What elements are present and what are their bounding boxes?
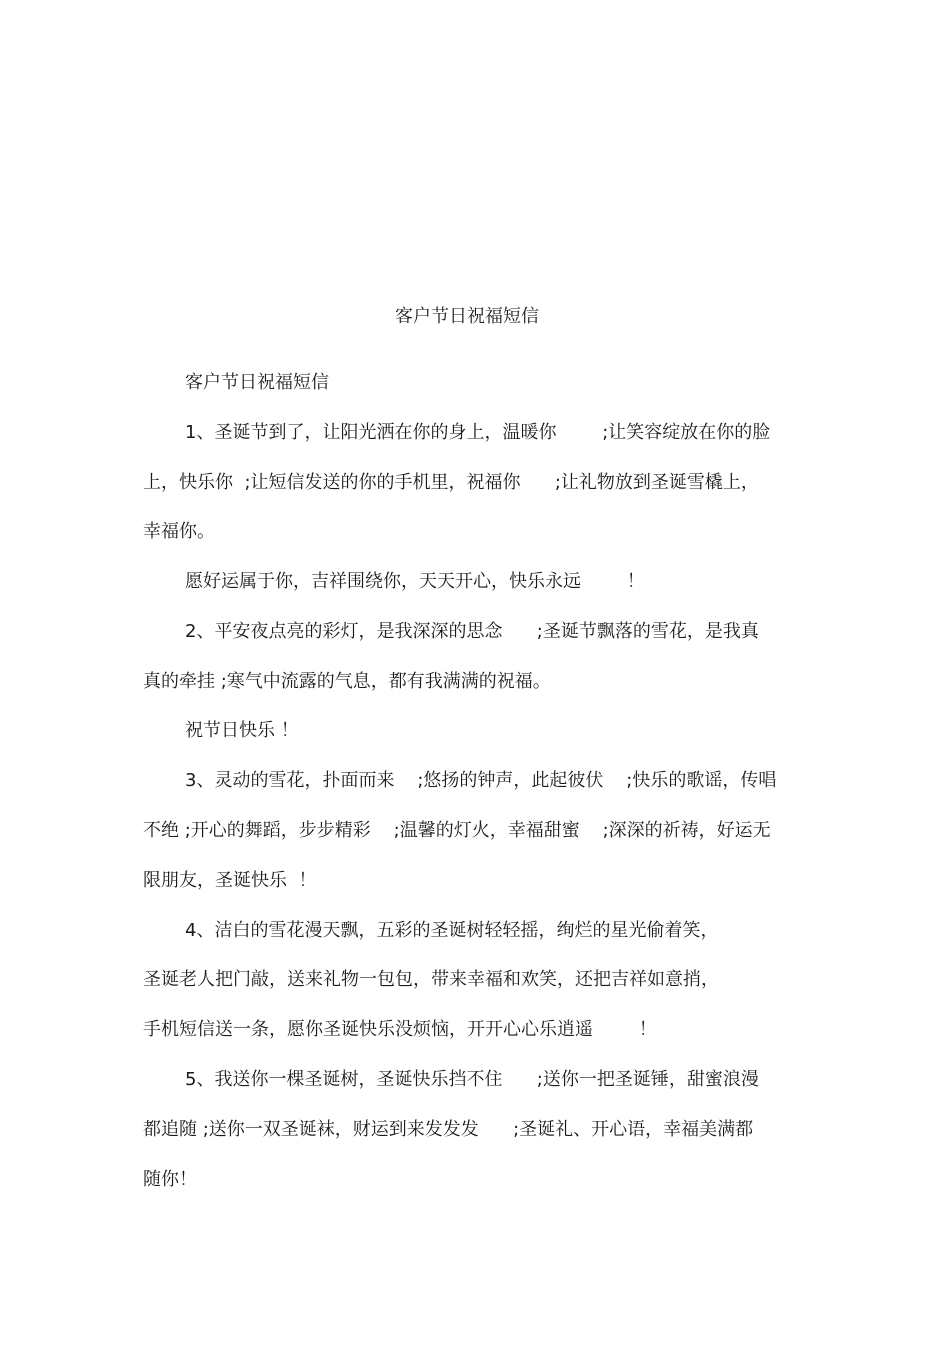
paragraph-line: 随你！	[143, 1169, 197, 1190]
paragraph-line: 祝节日快乐 ！	[185, 720, 299, 741]
paragraph-line: 1、圣诞节到了，让阳光洒在你的身上，温暖你 ;让笑容绽放在你的脸	[185, 422, 771, 443]
paragraph-line: 愿好运属于你，吉祥围绕你，天天开心，快乐永远 ！	[185, 571, 645, 592]
paragraph-line: 不绝 ;开心的舞蹈，步步精彩 ;温馨的灯火，幸福甜蜜 ;深深的祈祷，好运无	[143, 820, 771, 841]
document-title: 客户节日祝福短信	[395, 306, 539, 327]
paragraph-line: 2、平安夜点亮的彩灯，是我深深的思念 ;圣诞节飘落的雪花，是我真	[185, 621, 759, 642]
paragraph-line: 幸福你。	[143, 521, 215, 542]
subtitle-line: 客户节日祝福短信	[185, 372, 329, 393]
paragraph-line: 限朋友，圣诞快乐 ！	[143, 870, 317, 891]
paragraph-line: 上，快乐你 ;让短信发送的你的手机里，祝福你 ;让礼物放到圣诞雪橇上，	[143, 472, 759, 493]
paragraph-line: 4、洁白的雪花漫天飘，五彩的圣诞树轻轻摇，绚烂的星光偷着笑，	[185, 920, 719, 941]
paragraph-line: 圣诞老人把门敲，送来礼物一包包，带来幸福和欢笑，还把吉祥如意捎，	[143, 969, 719, 990]
paragraph-line: 3、灵动的雪花，扑面而来 ;悠扬的钟声，此起彼伏 ;快乐的歌谣，传唱	[185, 770, 777, 791]
paragraph-line: 真的牵挂 ;寒气中流露的气息，都有我满满的祝福。	[143, 671, 551, 692]
paragraph-line: 都追随 ;送你一双圣诞袜，财运到来发发发 ;圣诞礼、开心语，幸福美满都	[143, 1119, 754, 1140]
paragraph-line: 5、我送你一棵圣诞树，圣诞快乐挡不住 ;送你一把圣诞锤，甜蜜浪漫	[185, 1069, 759, 1090]
paragraph-line: 手机短信送一条，愿你圣诞快乐没烦恼，开开心心乐逍遥 ！	[143, 1019, 657, 1040]
